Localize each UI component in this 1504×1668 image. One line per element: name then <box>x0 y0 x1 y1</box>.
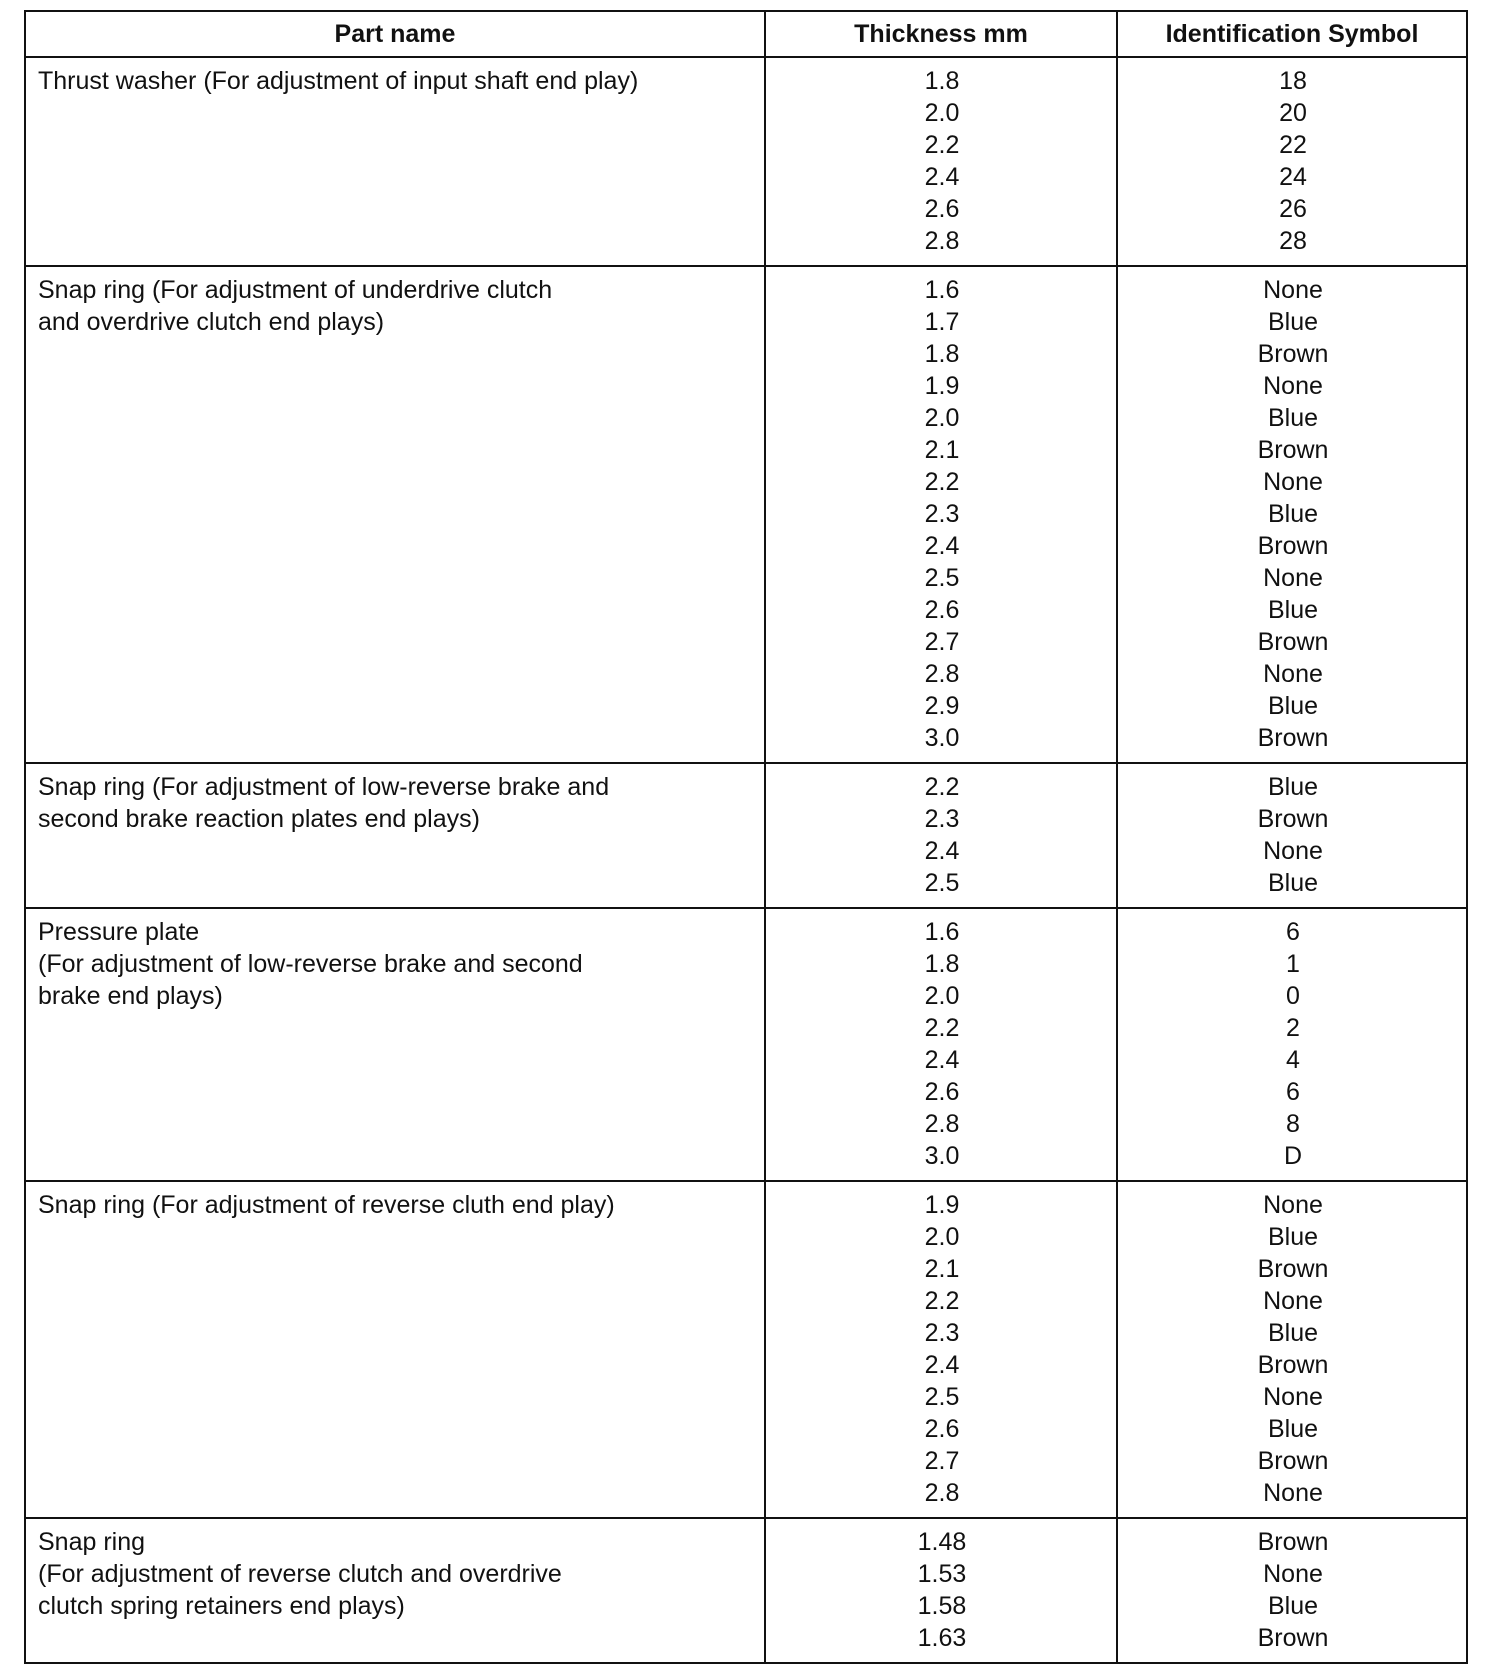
thickness-value: 2.0 <box>924 404 960 432</box>
identification-symbol-cell <box>1117 57 1467 266</box>
part-name-line: (For adjustment of low-reverse brake and second <box>38 950 583 978</box>
identification-symbol-value: None <box>1263 1479 1323 1507</box>
thickness-value: 2.6 <box>924 195 960 223</box>
identification-symbol-value: Blue <box>1267 500 1319 528</box>
identification-symbol-cell <box>1117 908 1467 1181</box>
part-name-line: Pressure plate <box>38 918 200 946</box>
identification-symbol-value: None <box>1263 837 1323 865</box>
identification-symbol-value: 8 <box>1286 1110 1300 1138</box>
identification-symbol-value: Brown <box>1257 1351 1329 1379</box>
table-header-row <box>25 11 1467 57</box>
part-name-cell <box>25 266 765 763</box>
part-name-line: Snap ring <box>38 1528 146 1556</box>
thickness-value: 1.58 <box>917 1592 967 1620</box>
identification-symbol-value: 2 <box>1286 1014 1300 1042</box>
identification-symbol-value: 22 <box>1279 131 1307 159</box>
identification-symbol-cell <box>1117 763 1467 908</box>
table-row <box>25 57 1467 266</box>
identification-symbol-value: 26 <box>1279 195 1307 223</box>
identification-symbol-value: None <box>1263 372 1323 400</box>
thickness-value: 2.3 <box>924 1319 960 1347</box>
identification-symbol-value: Brown <box>1257 1528 1329 1556</box>
part-name-cell <box>25 763 765 908</box>
part-name-line: clutch spring retainers end plays) <box>38 1592 405 1620</box>
identification-symbol-value: 4 <box>1286 1046 1300 1074</box>
thickness-cell <box>765 1518 1117 1663</box>
thickness-value: 2.6 <box>924 1415 960 1443</box>
part-name-line: Snap ring (For adjustment of low-reverse brake and <box>38 773 610 801</box>
identification-symbol-value: None <box>1263 468 1323 496</box>
thickness-value: 2.4 <box>924 532 960 560</box>
identification-symbol-value: 20 <box>1279 99 1307 127</box>
identification-symbol-value: Blue <box>1267 1319 1319 1347</box>
thickness-value: 2.7 <box>924 1447 960 1475</box>
thickness-value: 2.5 <box>924 564 960 592</box>
thickness-value: 1.6 <box>924 276 960 304</box>
thickness-value: 1.53 <box>917 1560 967 1588</box>
identification-symbol-value: None <box>1263 564 1323 592</box>
identification-symbol-value: Blue <box>1267 692 1319 720</box>
thickness-value: 2.2 <box>924 773 960 801</box>
part-name-cell <box>25 908 765 1181</box>
thickness-cell <box>765 1181 1117 1518</box>
thickness-value: 3.0 <box>924 724 960 752</box>
thickness-value: 2.2 <box>924 131 960 159</box>
identification-symbol-value: 6 <box>1286 1078 1300 1106</box>
part-name-line: second brake reaction plates end plays) <box>38 805 480 833</box>
identification-symbol-value: D <box>1283 1142 1303 1170</box>
thickness-value: 2.8 <box>924 227 960 255</box>
identification-symbol-value: Blue <box>1267 1223 1319 1251</box>
identification-symbol-cell <box>1117 1181 1467 1518</box>
thickness-value: 2.8 <box>924 1110 960 1138</box>
identification-symbol-value: Blue <box>1267 308 1319 336</box>
identification-symbol-value: None <box>1263 1560 1323 1588</box>
thickness-cell <box>765 266 1117 763</box>
identification-symbol-value: None <box>1263 660 1323 688</box>
identification-symbol-value: Brown <box>1257 1255 1329 1283</box>
thickness-cell <box>765 908 1117 1181</box>
identification-symbol-value: Brown <box>1257 436 1329 464</box>
thickness-value: 2.0 <box>924 982 960 1010</box>
table-row <box>25 1518 1467 1663</box>
thickness-value: 2.2 <box>924 1287 960 1315</box>
identification-symbol-cell <box>1117 1518 1467 1663</box>
thickness-value: 1.48 <box>917 1528 967 1556</box>
thickness-value: 2.5 <box>924 1383 960 1411</box>
identification-symbol-value: Blue <box>1267 596 1319 624</box>
thickness-value: 1.9 <box>924 1191 960 1219</box>
thickness-value: 2.5 <box>924 869 960 897</box>
thickness-value: 2.1 <box>924 436 960 464</box>
thickness-value: 2.4 <box>924 1351 960 1379</box>
part-name-line: (For adjustment of reverse clutch and overdrive <box>38 1560 562 1588</box>
thickness-value: 2.2 <box>924 468 960 496</box>
table-row <box>25 908 1467 1181</box>
part-name-line: Thrust washer (For adjustment of input shaft end play) <box>38 67 639 95</box>
table-row <box>25 266 1467 763</box>
parts-table <box>24 10 1468 1664</box>
part-name-line: Snap ring (For adjustment of underdrive clutch <box>38 276 553 304</box>
identification-symbol-value: 28 <box>1279 227 1307 255</box>
identification-symbol-value: Brown <box>1257 340 1329 368</box>
table-row <box>25 1181 1467 1518</box>
thickness-value: 1.8 <box>924 67 960 95</box>
identification-symbol-value: 18 <box>1279 67 1307 95</box>
identification-symbol-value: None <box>1263 1191 1323 1219</box>
thickness-value: 2.4 <box>924 837 960 865</box>
identification-symbol-value: Blue <box>1267 773 1319 801</box>
thickness-value: 1.6 <box>924 918 960 946</box>
thickness-cell <box>765 57 1117 266</box>
identification-symbol-value: None <box>1263 1287 1323 1315</box>
part-name-cell <box>25 1518 765 1663</box>
thickness-value: 3.0 <box>924 1142 960 1170</box>
thickness-value: 1.7 <box>924 308 960 336</box>
thickness-value: 2.3 <box>924 805 960 833</box>
thickness-value: 1.8 <box>924 950 960 978</box>
part-name-line: brake end plays) <box>38 982 223 1010</box>
identification-symbol-value: None <box>1263 276 1323 304</box>
thickness-value: 2.6 <box>924 1078 960 1106</box>
part-name-line: Snap ring (For adjustment of reverse cluth end play) <box>38 1191 615 1219</box>
identification-symbol-value: Blue <box>1267 404 1319 432</box>
thickness-value: 1.9 <box>924 372 960 400</box>
thickness-value: 2.0 <box>924 1223 960 1251</box>
thickness-value: 2.6 <box>924 596 960 624</box>
thickness-cell <box>765 763 1117 908</box>
thickness-value: 2.3 <box>924 500 960 528</box>
table-body <box>25 57 1467 1663</box>
identification-symbol-value: 24 <box>1279 163 1307 191</box>
identification-symbol-value: Blue <box>1267 1415 1319 1443</box>
identification-symbol-value: 6 <box>1286 918 1300 946</box>
table-row <box>25 763 1467 908</box>
identification-symbol-value: Blue <box>1267 869 1319 897</box>
identification-symbol-value: Blue <box>1267 1592 1319 1620</box>
thickness-value: 2.4 <box>924 163 960 191</box>
identification-symbol-value: 1 <box>1286 950 1300 978</box>
thickness-value: 1.63 <box>917 1624 967 1652</box>
identification-symbol-value: 0 <box>1286 982 1300 1010</box>
thickness-value: 2.2 <box>924 1014 960 1042</box>
identification-symbol-value: None <box>1263 1383 1323 1411</box>
header-part-name: Part name <box>25 11 765 57</box>
thickness-value: 1.8 <box>924 340 960 368</box>
header-identification-symbol: Identification Symbol <box>1117 11 1467 57</box>
identification-symbol-value: Brown <box>1257 805 1329 833</box>
identification-symbol-value: Brown <box>1257 1624 1329 1652</box>
thickness-value: 2.4 <box>924 1046 960 1074</box>
identification-symbol-value: Brown <box>1257 532 1329 560</box>
thickness-value: 2.8 <box>924 1479 960 1507</box>
part-name-line: and overdrive clutch end plays) <box>38 308 385 336</box>
identification-symbol-value: Brown <box>1257 724 1329 752</box>
thickness-value: 2.0 <box>924 99 960 127</box>
identification-symbol-cell <box>1117 266 1467 763</box>
part-name-cell <box>25 57 765 266</box>
thickness-value: 2.1 <box>924 1255 960 1283</box>
thickness-value: 2.7 <box>924 628 960 656</box>
thickness-value: 2.9 <box>924 692 960 720</box>
header-thickness: Thickness mm <box>765 11 1117 57</box>
thickness-value: 2.8 <box>924 660 960 688</box>
part-name-cell <box>25 1181 765 1518</box>
identification-symbol-value: Brown <box>1257 628 1329 656</box>
identification-symbol-value: Brown <box>1257 1447 1329 1475</box>
